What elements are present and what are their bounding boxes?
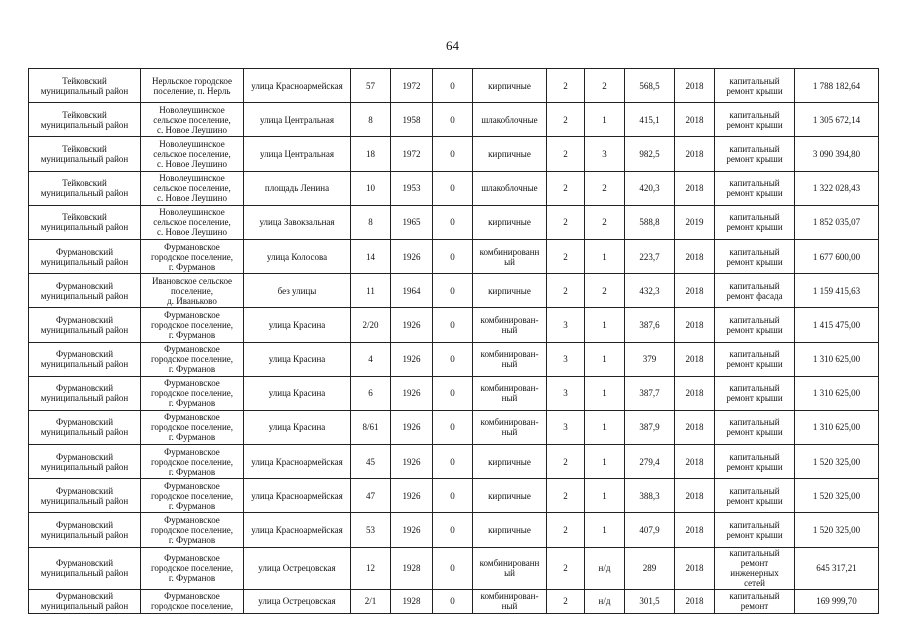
construction-year-cell: 1926 <box>391 308 433 342</box>
street-cell: улица Завокзальная <box>244 205 351 239</box>
wall-material-cell: комбинирован- ный <box>473 342 547 376</box>
cost-cell: 1 310 625,00 <box>795 376 879 410</box>
settlement-cell: Новолеушинское сельское поселение, с. Новое Леушино <box>141 205 244 239</box>
wall-material-cell: кирпичные <box>473 479 547 513</box>
wall-material-cell: кирпичные <box>473 69 547 103</box>
table-row <box>29 69 879 103</box>
construction-year-cell: 1926 <box>391 376 433 410</box>
settlement-cell: Новолеушинское сельское поселение, с. Новое Леушино <box>141 171 244 205</box>
wall-material-cell: комбинирован- ный <box>473 589 547 613</box>
construction-year-cell: 1926 <box>391 410 433 444</box>
area-cell: 301,5 <box>625 589 675 613</box>
cost-cell: 1 305 672,14 <box>795 103 879 137</box>
cost-cell: 1 415 475,00 <box>795 308 879 342</box>
municipality-cell: Фурмановский муниципальный район <box>29 547 141 589</box>
settlement-cell: Фурмановское городское поселение, г. Фурманов <box>141 513 244 547</box>
work-type-cell: капитальный ремонт крыши <box>715 103 795 137</box>
settlement-cell: Фурмановское городское поселение, г. Фурманов <box>141 410 244 444</box>
zero-value-cell: 0 <box>433 445 473 479</box>
plan-year-cell: 2018 <box>675 342 715 376</box>
zero-value-cell: 0 <box>433 274 473 308</box>
housing-repair-table <box>28 68 879 614</box>
wall-material-cell: шлакоблочные <box>473 103 547 137</box>
zero-value-cell: 0 <box>433 308 473 342</box>
floors-cell: 2 <box>547 479 585 513</box>
cost-cell: 1 322 028,43 <box>795 171 879 205</box>
house-number-cell: 47 <box>351 479 391 513</box>
table-row <box>29 308 879 342</box>
plan-year-cell: 2018 <box>675 479 715 513</box>
street-cell: без улицы <box>244 274 351 308</box>
wall-material-cell: комбинирован- ный <box>473 308 547 342</box>
house-number-cell: 8 <box>351 205 391 239</box>
work-type-cell: капитальный ремонт крыши <box>715 376 795 410</box>
floors-cell: 3 <box>547 342 585 376</box>
entrances-cell: 2 <box>585 274 625 308</box>
zero-value-cell: 0 <box>433 513 473 547</box>
floors-cell: 2 <box>547 205 585 239</box>
area-cell: 387,9 <box>625 410 675 444</box>
plan-year-cell: 2018 <box>675 274 715 308</box>
table-row <box>29 239 879 273</box>
street-cell: улица Красноармейская <box>244 445 351 479</box>
entrances-cell: 1 <box>585 308 625 342</box>
area-cell: 223,7 <box>625 239 675 273</box>
work-type-cell: капитальный ремонт фасада <box>715 274 795 308</box>
plan-year-cell: 2018 <box>675 239 715 273</box>
floors-cell: 3 <box>547 376 585 410</box>
zero-value-cell: 0 <box>433 342 473 376</box>
entrances-cell: 1 <box>585 479 625 513</box>
municipality-cell: Тейковский муниципальный район <box>29 103 141 137</box>
table-row <box>29 103 879 137</box>
house-number-cell: 2/1 <box>351 589 391 613</box>
area-cell: 407,9 <box>625 513 675 547</box>
table-row <box>29 547 879 589</box>
plan-year-cell: 2018 <box>675 513 715 547</box>
street-cell: улица Красноармейская <box>244 513 351 547</box>
street-cell: площадь Ленина <box>244 171 351 205</box>
area-cell: 420,3 <box>625 171 675 205</box>
floors-cell: 3 <box>547 410 585 444</box>
floors-cell: 2 <box>547 171 585 205</box>
municipality-cell: Фурмановский муниципальный район <box>29 589 141 613</box>
entrances-cell: н/д <box>585 547 625 589</box>
house-number-cell: 8/61 <box>351 410 391 444</box>
area-cell: 387,7 <box>625 376 675 410</box>
house-number-cell: 6 <box>351 376 391 410</box>
floors-cell: 2 <box>547 239 585 273</box>
settlement-cell: Ивановское сельское поселение, д. Иваньково <box>141 274 244 308</box>
construction-year-cell: 1926 <box>391 239 433 273</box>
municipality-cell: Фурмановский муниципальный район <box>29 479 141 513</box>
wall-material-cell: кирпичные <box>473 205 547 239</box>
zero-value-cell: 0 <box>433 69 473 103</box>
area-cell: 982,5 <box>625 137 675 171</box>
plan-year-cell: 2018 <box>675 589 715 613</box>
table-row <box>29 479 879 513</box>
work-type-cell: капитальный ремонт крыши <box>715 513 795 547</box>
table-row <box>29 589 879 613</box>
floors-cell: 2 <box>547 137 585 171</box>
municipality-cell: Фурмановский муниципальный район <box>29 445 141 479</box>
municipality-cell: Фурмановский муниципальный район <box>29 274 141 308</box>
cost-cell: 1 159 415,63 <box>795 274 879 308</box>
entrances-cell: 1 <box>585 239 625 273</box>
area-cell: 387,6 <box>625 308 675 342</box>
municipality-cell: Тейковский муниципальный район <box>29 137 141 171</box>
floors-cell: 2 <box>547 103 585 137</box>
plan-year-cell: 2018 <box>675 137 715 171</box>
cost-cell: 3 090 394,80 <box>795 137 879 171</box>
housing-repair-table-container <box>28 68 879 614</box>
municipality-cell: Фурмановский муниципальный район <box>29 410 141 444</box>
settlement-cell: Новолеушинское сельское поселение, с. Новое Леушино <box>141 103 244 137</box>
wall-material-cell: кирпичные <box>473 274 547 308</box>
cost-cell: 1 310 625,00 <box>795 410 879 444</box>
construction-year-cell: 1926 <box>391 513 433 547</box>
construction-year-cell: 1926 <box>391 479 433 513</box>
floors-cell: 2 <box>547 547 585 589</box>
municipality-cell: Тейковский муниципальный район <box>29 171 141 205</box>
table-row <box>29 513 879 547</box>
house-number-cell: 57 <box>351 69 391 103</box>
house-number-cell: 53 <box>351 513 391 547</box>
house-number-cell: 4 <box>351 342 391 376</box>
construction-year-cell: 1972 <box>391 69 433 103</box>
table-row <box>29 205 879 239</box>
work-type-cell: капитальный ремонт крыши <box>715 239 795 273</box>
municipality-cell: Фурмановский муниципальный район <box>29 308 141 342</box>
area-cell: 279,4 <box>625 445 675 479</box>
entrances-cell: 1 <box>585 342 625 376</box>
work-type-cell: капитальный ремонт <box>715 589 795 613</box>
area-cell: 432,3 <box>625 274 675 308</box>
floors-cell: 2 <box>547 445 585 479</box>
cost-cell: 1 852 035,07 <box>795 205 879 239</box>
construction-year-cell: 1953 <box>391 171 433 205</box>
floors-cell: 2 <box>547 589 585 613</box>
settlement-cell: Фурмановское городское поселение, г. Фурманов <box>141 308 244 342</box>
municipality-cell: Фурмановский муниципальный район <box>29 342 141 376</box>
entrances-cell: 1 <box>585 103 625 137</box>
work-type-cell: капитальный ремонт крыши <box>715 171 795 205</box>
work-type-cell: капитальный ремонт крыши <box>715 479 795 513</box>
work-type-cell: капитальный ремонт крыши <box>715 342 795 376</box>
work-type-cell: капитальный ремонт крыши <box>715 69 795 103</box>
settlement-cell: Фурмановское городское поселение, г. Фурманов <box>141 479 244 513</box>
construction-year-cell: 1964 <box>391 274 433 308</box>
street-cell: улица Красина <box>244 342 351 376</box>
work-type-cell: капитальный ремонт крыши <box>715 308 795 342</box>
floors-cell: 3 <box>547 308 585 342</box>
wall-material-cell: шлакоблочные <box>473 171 547 205</box>
construction-year-cell: 1965 <box>391 205 433 239</box>
settlement-cell: Фурмановское городское поселение, г. Фурманов <box>141 376 244 410</box>
plan-year-cell: 2018 <box>675 376 715 410</box>
entrances-cell: 2 <box>585 205 625 239</box>
street-cell: улица Острецовская <box>244 589 351 613</box>
wall-material-cell: кирпичные <box>473 513 547 547</box>
wall-material-cell: кирпичные <box>473 137 547 171</box>
house-number-cell: 11 <box>351 274 391 308</box>
municipality-cell: Тейковский муниципальный район <box>29 205 141 239</box>
page-number: 64 <box>446 38 459 53</box>
wall-material-cell: кирпичные <box>473 445 547 479</box>
settlement-cell: Нерльское городское поселение, п. Нерль <box>141 69 244 103</box>
house-number-cell: 12 <box>351 547 391 589</box>
entrances-cell: 3 <box>585 137 625 171</box>
area-cell: 568,5 <box>625 69 675 103</box>
zero-value-cell: 0 <box>433 103 473 137</box>
house-number-cell: 10 <box>351 171 391 205</box>
street-cell: улица Красноармейская <box>244 479 351 513</box>
municipality-cell: Фурмановский муниципальный район <box>29 239 141 273</box>
settlement-cell: Фурмановское городское поселение, г. Фурманов <box>141 342 244 376</box>
zero-value-cell: 0 <box>433 589 473 613</box>
table-row <box>29 274 879 308</box>
cost-cell: 645 317,21 <box>795 547 879 589</box>
plan-year-cell: 2018 <box>675 103 715 137</box>
street-cell: улица Красина <box>244 376 351 410</box>
zero-value-cell: 0 <box>433 376 473 410</box>
work-type-cell: капитальный ремонт крыши <box>715 205 795 239</box>
entrances-cell: 1 <box>585 445 625 479</box>
cost-cell: 1 677 600,00 <box>795 239 879 273</box>
entrances-cell: 1 <box>585 513 625 547</box>
house-number-cell: 8 <box>351 103 391 137</box>
entrances-cell: н/д <box>585 589 625 613</box>
work-type-cell: капитальный ремонт крыши <box>715 137 795 171</box>
plan-year-cell: 2018 <box>675 445 715 479</box>
table-body <box>29 69 879 614</box>
street-cell: улица Красноармейская <box>244 69 351 103</box>
plan-year-cell: 2018 <box>675 171 715 205</box>
table-row <box>29 445 879 479</box>
plan-year-cell: 2018 <box>675 410 715 444</box>
zero-value-cell: 0 <box>433 239 473 273</box>
zero-value-cell: 0 <box>433 205 473 239</box>
cost-cell: 1 310 625,00 <box>795 342 879 376</box>
municipality-cell: Тейковский муниципальный район <box>29 69 141 103</box>
wall-material-cell: комбинирован- ный <box>473 410 547 444</box>
area-cell: 379 <box>625 342 675 376</box>
construction-year-cell: 1958 <box>391 103 433 137</box>
floors-cell: 2 <box>547 513 585 547</box>
street-cell: улица Красина <box>244 308 351 342</box>
house-number-cell: 2/20 <box>351 308 391 342</box>
entrances-cell: 2 <box>585 69 625 103</box>
settlement-cell: Новолеушинское сельское поселение, с. Новое Леушино <box>141 137 244 171</box>
municipality-cell: Фурмановский муниципальный район <box>29 376 141 410</box>
street-cell: улица Острецовская <box>244 547 351 589</box>
area-cell: 388,3 <box>625 479 675 513</box>
street-cell: улица Колосова <box>244 239 351 273</box>
wall-material-cell: комбинирован- ный <box>473 376 547 410</box>
construction-year-cell: 1926 <box>391 445 433 479</box>
cost-cell: 1 788 182,64 <box>795 69 879 103</box>
zero-value-cell: 0 <box>433 171 473 205</box>
construction-year-cell: 1926 <box>391 342 433 376</box>
table-row <box>29 410 879 444</box>
floors-cell: 2 <box>547 69 585 103</box>
entrances-cell: 1 <box>585 410 625 444</box>
cost-cell: 169 999,70 <box>795 589 879 613</box>
construction-year-cell: 1928 <box>391 589 433 613</box>
cost-cell: 1 520 325,00 <box>795 513 879 547</box>
work-type-cell: капитальный ремонт крыши <box>715 445 795 479</box>
settlement-cell: Фурмановское городское поселение, г. Фурманов <box>141 239 244 273</box>
work-type-cell: капитальный ремонт инженерных сетей <box>715 547 795 589</box>
plan-year-cell: 2019 <box>675 205 715 239</box>
entrances-cell: 1 <box>585 376 625 410</box>
street-cell: улица Центральная <box>244 103 351 137</box>
municipality-cell: Фурмановский муниципальный район <box>29 513 141 547</box>
zero-value-cell: 0 <box>433 137 473 171</box>
construction-year-cell: 1928 <box>391 547 433 589</box>
zero-value-cell: 0 <box>433 410 473 444</box>
table-row <box>29 171 879 205</box>
street-cell: улица Красина <box>244 410 351 444</box>
street-cell: улица Центральная <box>244 137 351 171</box>
table-row <box>29 376 879 410</box>
table-row <box>29 137 879 171</box>
construction-year-cell: 1972 <box>391 137 433 171</box>
cost-cell: 1 520 325,00 <box>795 479 879 513</box>
plan-year-cell: 2018 <box>675 308 715 342</box>
settlement-cell: Фурмановское городское поселение, г. Фурманов <box>141 445 244 479</box>
floors-cell: 2 <box>547 274 585 308</box>
zero-value-cell: 0 <box>433 479 473 513</box>
work-type-cell: капитальный ремонт крыши <box>715 410 795 444</box>
house-number-cell: 45 <box>351 445 391 479</box>
wall-material-cell: комбинированн ый <box>473 547 547 589</box>
table-row <box>29 342 879 376</box>
plan-year-cell: 2018 <box>675 69 715 103</box>
zero-value-cell: 0 <box>433 547 473 589</box>
house-number-cell: 14 <box>351 239 391 273</box>
area-cell: 415,1 <box>625 103 675 137</box>
settlement-cell: Фурмановское городское поселение, г. Фурманов <box>141 547 244 589</box>
area-cell: 588,8 <box>625 205 675 239</box>
entrances-cell: 2 <box>585 171 625 205</box>
area-cell: 289 <box>625 547 675 589</box>
wall-material-cell: комбинированн ый <box>473 239 547 273</box>
house-number-cell: 18 <box>351 137 391 171</box>
settlement-cell: Фурмановское городское поселение, <box>141 589 244 613</box>
cost-cell: 1 520 325,00 <box>795 445 879 479</box>
plan-year-cell: 2018 <box>675 547 715 589</box>
